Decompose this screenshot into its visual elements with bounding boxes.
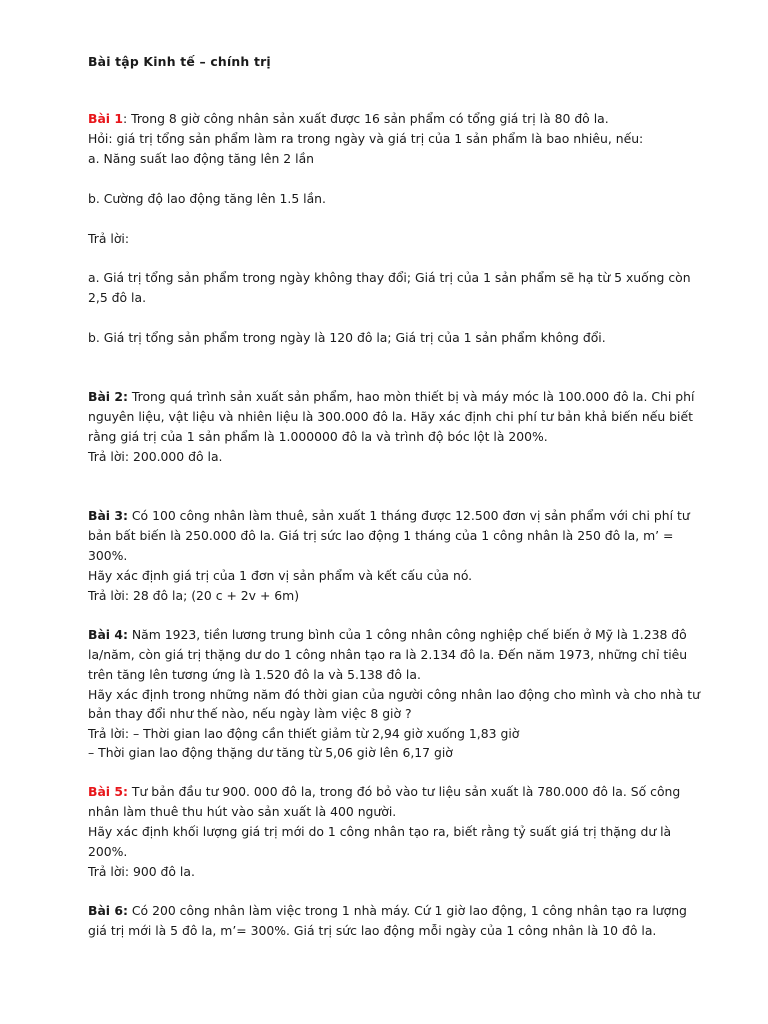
exercise-3-line-3: 300%. [88,548,128,563]
exercise-2-label: Bài 2: [88,389,128,404]
document-title: Bài tập Kinh tế – chính trị [88,54,271,69]
exercise-2-line-3: rằng giá trị của 1 sản phẩm là 1.000000 đô la và trình độ bóc lột là 200%. [88,429,548,444]
exercise-3-line-2: bản bất biến là 250.000 đô la. Giá trị sức lao động 1 tháng của 1 công nhân là 250 đô la, m’ = [88,528,674,543]
exercise-3-text: Có 100 công nhân làm thuê, sản xuất 1 tháng được 12.500 đơn vị sản phẩm với chi phí tư [127,508,690,523]
exercise-1-answer-a-line-1: a. Giá trị tổng sản phẩm trong ngày không thay đổi; Giá trị của 1 sản phẩm sẽ hạ từ 5 xuống còn [88,270,691,285]
exercise-2-line-1 [88,387,694,407]
exercise-5-answer: Trả lời: 900 đô la. [88,864,195,879]
exercise-3-label: Bài 3: [88,508,128,523]
exercise-4-line-4: Hãy xác định trong những năm đó thời gian của người công nhân lao động cho mình và cho nhà tư [88,687,701,702]
exercise-5-text: Tư bản đầu tư 900. 000 đô la, trong đó bỏ vào tư liệu sản xuất là 780.000 đô la. Số công [127,784,681,799]
exercise-5-line-1 [88,782,680,802]
exercise-2-answer: Trả lời: 200.000 đô la. [88,449,223,464]
exercise-6-label: Bài 6: [88,903,128,918]
exercise-1-text: : Trong 8 giờ công nhân sản xuất được 16 sản phẩm có tổng giá trị là 80 đô la. [123,111,609,126]
exercise-4-answer-1: Trả lời: – Thời gian lao động cần thiết giảm từ 2,94 giờ xuống 1,83 giờ [88,726,520,741]
exercise-1-answer-label: Trả lời: [88,231,130,246]
exercise-1-line-2: Hỏi: giá trị tổng sản phẩm làm ra trong ngày và giá trị của 1 sản phẩm là bao nhiêu, nếu: [88,131,644,146]
exercise-5-line-4: 200%. [88,844,128,859]
exercise-3-line-4: Hãy xác định giá trị của 1 đơn vị sản phẩm và kết cấu của nó. [88,568,473,583]
exercise-1-line-1 [88,109,609,129]
exercise-4-label: Bài 4: [88,627,128,642]
exercise-4-line-2: la/năm, còn giá trị thặng dư do 1 công nhân tạo ra là 2.134 đô la. Đến năm 1973, những chỉ tiêu [88,647,688,662]
exercise-3-answer: Trả lời: 28 đô la; (20 c + 2v + 6m) [88,588,300,603]
exercise-6-line-1 [88,901,687,921]
exercise-5-line-3: Hãy xác định khối lượng giá trị mới do 1 công nhân tạo ra, biết rằng tỷ suất giá trị thặng dư là [88,824,672,839]
exercise-1-line-4: b. Cường độ lao động tăng lên 1.5 lần. [88,191,326,206]
exercise-1-answer-b: b. Giá trị tổng sản phẩm trong ngày là 120 đô la; Giá trị của 1 sản phẩm không đổi. [88,330,606,345]
exercise-4-line-3: trên tăng lên tương ứng là 1.520 đô la và 5.138 đô la. [88,667,421,682]
exercise-1-answer-a-line-2: 2,5 đô la. [88,290,147,305]
exercise-4-text: Năm 1923, tiền lương trung bình của 1 công nhân công nghiệp chế biến ở Mỹ là 1.238 đô [127,627,687,642]
exercise-4-line-1 [88,625,687,645]
exercise-6-line-2: giá trị mới là 5 đô la, m’= 300%. Giá trị sức lao động mỗi ngày của 1 công nhân là 10 đô la. [88,923,657,938]
exercise-1-label: Bài 1 [88,111,123,126]
exercise-2-text: Trong quá trình sản xuất sản phẩm, hao mòn thiết bị và máy móc là 100.000 đô la. Chi phí [127,389,695,404]
exercise-4-line-5: bản thay đổi như thế nào, nếu ngày làm việc 8 giờ ? [88,706,412,721]
exercise-2-line-2: nguyên liệu, vật liệu và nhiên liệu là 300.000 đô la. Hãy xác định chi phí tư bản khả biến nếu biết [88,409,693,424]
exercise-4-answer-2: – Thời gian lao động thặng dư tăng từ 5,06 giờ lên 6,17 giờ [88,745,453,760]
exercise-6-text: Có 200 công nhân làm việc trong 1 nhà máy. Cứ 1 giờ lao động, 1 công nhân tạo ra lượng [127,903,687,918]
exercise-5-line-2: nhân làm thuê thu hút vào sản xuất là 400 người. [88,804,397,819]
exercise-5-label: Bài 5: [88,784,128,799]
exercise-3-line-1 [88,506,690,526]
exercise-1-line-3: a. Năng suất lao động tăng lên 2 lần [88,151,315,166]
